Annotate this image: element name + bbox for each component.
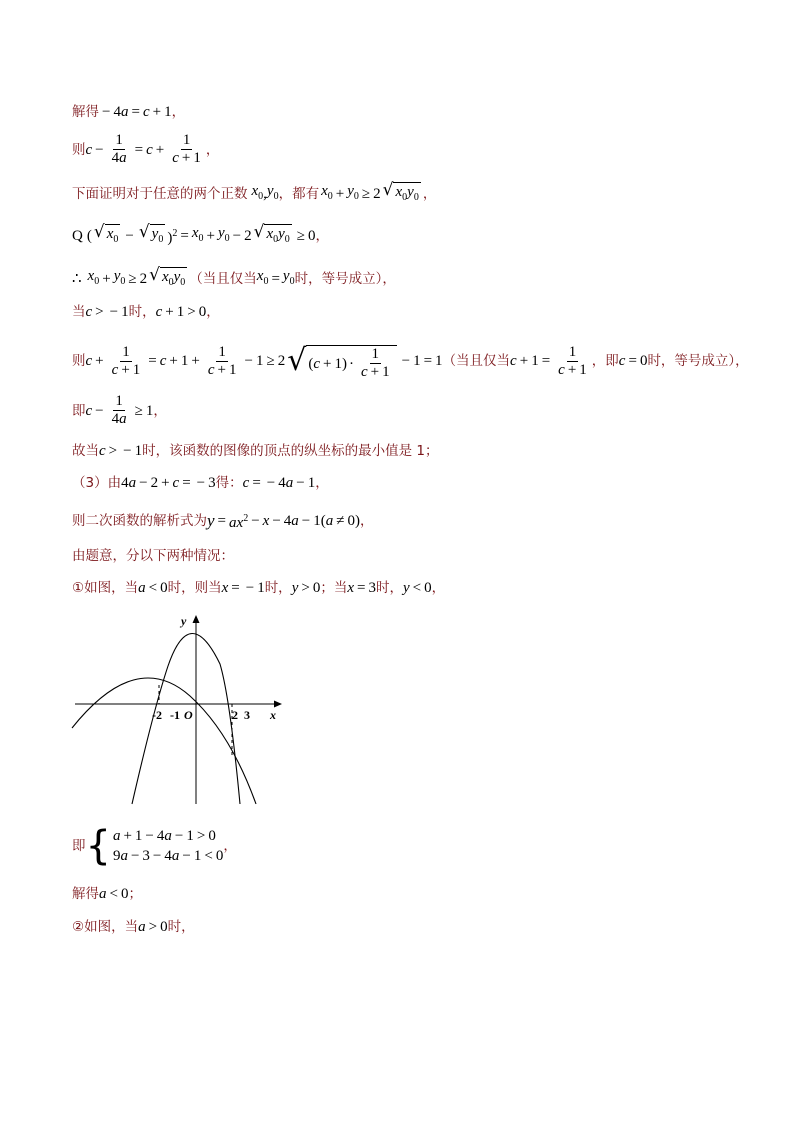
line-10: （3）由 4 a − 2 + c = − 3 得： c = − 4 a − 1 ， bbox=[72, 475, 329, 491]
y-axis-label: y bbox=[181, 614, 187, 628]
tick-label: -2 bbox=[152, 708, 162, 722]
parabola-graph bbox=[70, 608, 300, 808]
line-12: 由题意，分以下两种情况： bbox=[72, 548, 234, 564]
y-axis-arrow bbox=[193, 615, 200, 623]
line-4: Q ( √ $x_0$ − √ $y_0$ )$^2$ = $x_0$ + $y_0$ − 2 √ $x_0y_0$ ≥ 0 ， bbox=[72, 222, 329, 249]
line-13: ①如图，当 a < 0 时，则当 x = − 1 时， y > 0 ；当 x = 3 时， y < 0 ， bbox=[72, 580, 446, 596]
line-14: 即 { a + 1 − 4a − 1 > 0 9a − 3 − 4a − 1 < 0 ， bbox=[72, 823, 237, 869]
line-15: 解得 a < 0 ； bbox=[72, 886, 142, 902]
inequality-system: a + 1 − 4a − 1 > 0 9a − 3 − 4a − 1 < 0 bbox=[112, 828, 224, 864]
solve-text: 解得 bbox=[72, 104, 99, 120]
wide-parabola bbox=[72, 678, 256, 804]
x-axis-label: x bbox=[270, 708, 276, 722]
x-axis-arrow bbox=[274, 701, 282, 708]
line-6: 当 c > − 1 时， c + 1 > 0 ， bbox=[72, 304, 220, 320]
line-16: ②如图，当 a > 0 时， bbox=[72, 919, 195, 935]
line-2: 则 c − $\frac{1}{4a}$ = c + $\frac{1}{c + 1}$ ， bbox=[72, 132, 220, 166]
line-1: 解得 − 4 a = c + 1 ， bbox=[72, 104, 186, 120]
tick-label: 2 bbox=[232, 708, 238, 722]
line-9: 故当 c > − 1 时，该函数的图像的顶点的纵坐标的最小值是 1； bbox=[72, 443, 439, 459]
line-11: 则二次函数的解析式为 y = $ax^2$ − x − 4 a − 1( a ≠ 0) ， bbox=[72, 511, 374, 531]
brace: { bbox=[85, 823, 111, 869]
line-8: 即 c − $\frac{1}{4a}$ ≥ 1 ， bbox=[72, 393, 167, 427]
line-7: 则 c + $\frac{1}{c + 1}$ = c + 1 + $\frac{1}{c + 1}$ − 1 ≥ 2 √ ( c + 1) · $\frac{1}{c + 1}$ − 1 = 1 （当且仅当 c + 1 = $\frac{1}{c + 1}$ ，即 c = 0 时，等号成立）， bbox=[72, 343, 749, 380]
line-3: 下面证明对于任意的两个正数 $x_0$ , $y_0$ ，都有 $x_0$ + $y_0$ ≥ 2 √ $x_0y_0$ ， bbox=[72, 180, 436, 207]
fraction: $\frac{1}{4a}$ bbox=[111, 132, 127, 166]
line-5: ∴ $x_0$ + $y_0$ ≥ 2 √ $x_0y_0$ （当且仅当 $x_0$ = $y_0$ 时，等号成立）， bbox=[72, 265, 396, 292]
origin-label: O bbox=[184, 708, 193, 722]
fraction: $\frac{1}{c + 1}$ bbox=[172, 132, 201, 166]
square-root: √ $x_0y_0$ bbox=[383, 180, 421, 207]
square-root: √ ( c + 1) · $\frac{1}{c + 1}$ bbox=[287, 341, 396, 381]
tick-label: -1 bbox=[170, 708, 180, 722]
tick-label: 3 bbox=[244, 708, 250, 722]
